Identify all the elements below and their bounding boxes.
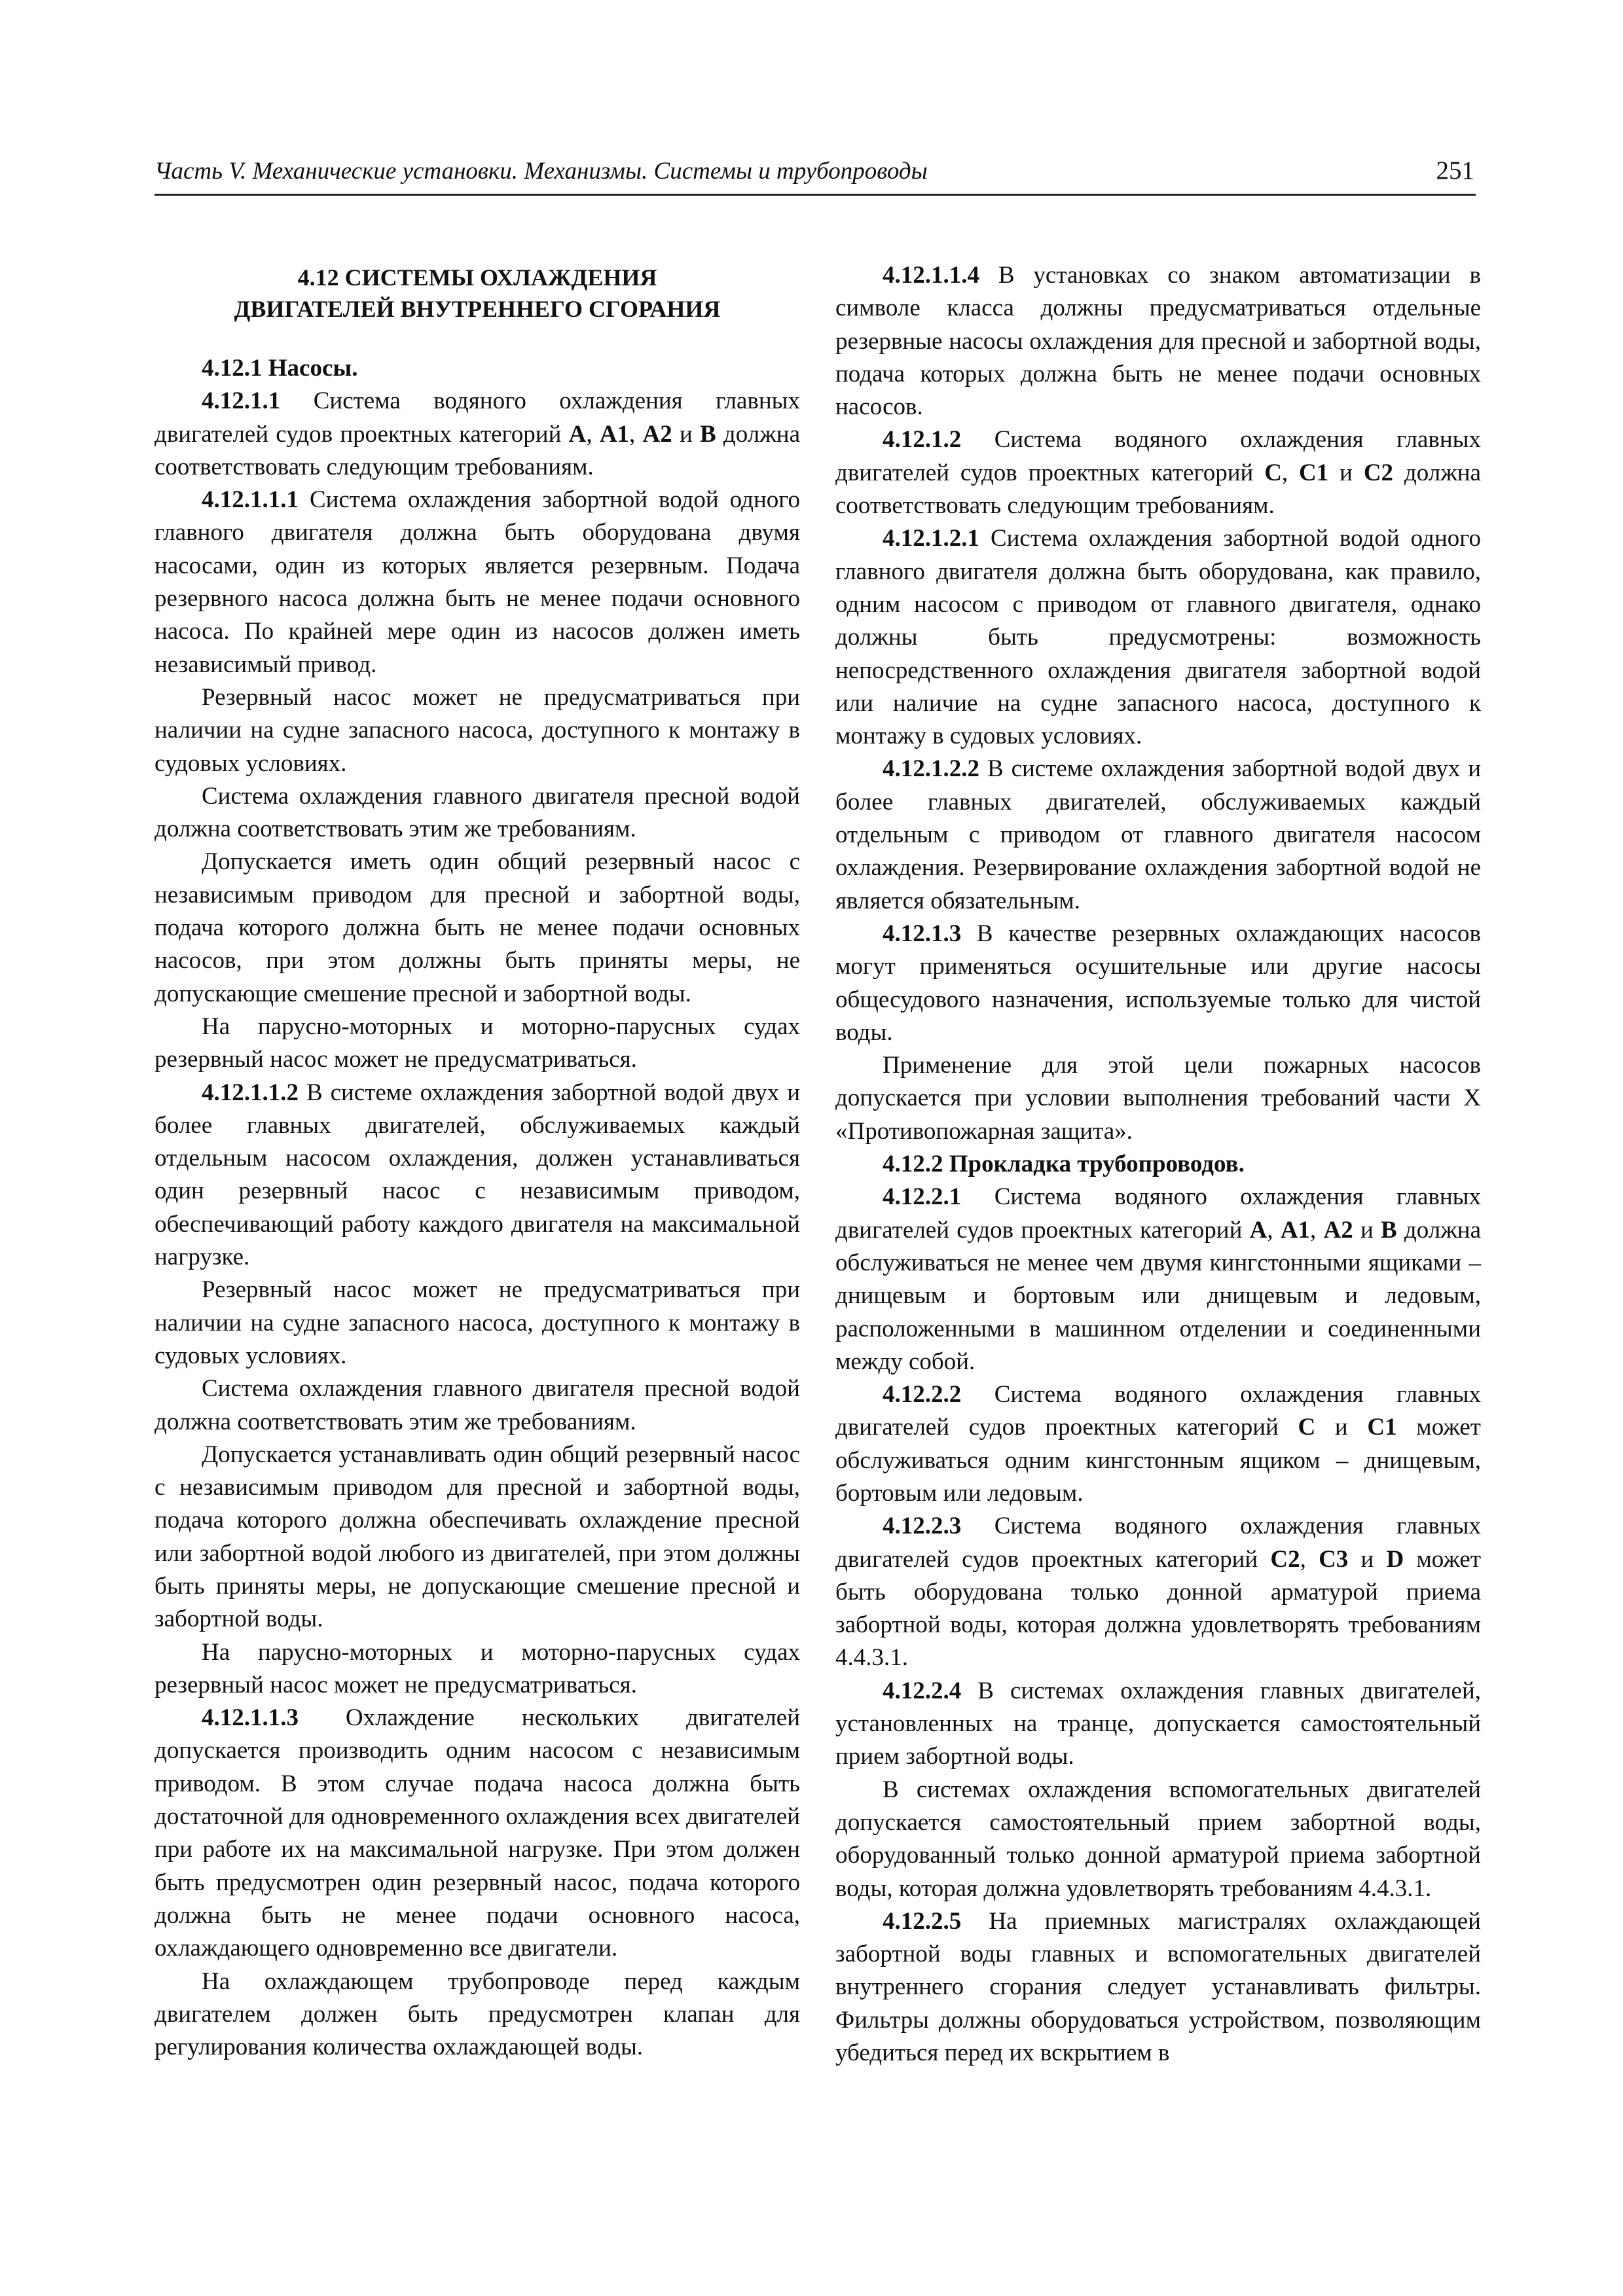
clause-number: 4.12.1.1 (202, 387, 281, 415)
left-column (155, 259, 800, 2064)
paragraph-text: , (1310, 1216, 1324, 1244)
paragraph-4-12-1-2-2 (835, 753, 1481, 917)
section-title-line-1: 4.12 СИСТЕМЫ ОХЛАЖДЕНИЯ (297, 264, 657, 291)
section-title-line-2: ДВИГАТЕЛЕЙ ВНУТРЕННЕГО СГОРАНИЯ (234, 296, 721, 322)
category-label: С (1298, 1414, 1316, 1441)
paragraph-text: и (1348, 1545, 1387, 1573)
paragraph-text: Система водяного охлаждения главных двигателей судов проектных категорий (155, 387, 800, 448)
category-label: А (568, 420, 587, 448)
paragraph-text: и (1353, 1216, 1381, 1244)
subsection-heading-4-12-2 (835, 1148, 1481, 1181)
paragraph: Резервный насос может не предусматриваться при наличии на судне запасного насоса, доступного к монтажу в судовых условиях. (155, 683, 800, 777)
paragraph: На парусно-моторных и моторно-парусных судах резервный насос может не предусматриваться. (155, 1638, 800, 1698)
subsection-title: 4.12.2 Прокладка трубопроводов. (883, 1151, 1245, 1178)
category-label: D (1386, 1545, 1404, 1573)
clause-number: 4.12.2.3 (883, 1513, 962, 1540)
clause-number: 4.12.2.1 (883, 1183, 962, 1211)
paragraph: Допускается устанавливать один общий резервный насос с независимым приводом для пресной и забортной воды, подача которого должна обеспечивать охлаждение пресной или забортной водой любого из двигателей, при этом должны быть приняты меры, не допускающие смешение пресной и забортной воды. (155, 1441, 800, 1633)
clause-number: 4.12.1.2.2 (883, 755, 979, 783)
clause-number: 4.12.1.1.3 (202, 1704, 299, 1732)
clause-number: 4.12.1.2.1 (883, 525, 979, 552)
category-label: С1 (1299, 459, 1329, 486)
paragraph: Система охлаждения главного двигателя пресной водой должна соответствовать этим же требованиям. (155, 782, 800, 843)
paragraph-text: В системе охлаждения забортной водой двух и более главных двигателей, обслуживаемых каждый отдельным с приводом от главного двигателя насосом охлаждения. Резервирование охлаждения забортной водой не является обязательным. (835, 755, 1481, 914)
paragraph-text: , (586, 420, 600, 448)
section-title (155, 262, 800, 325)
paragraph-text: В системе охлаждения забортной водой двух и более главных двигателей, обслуживаемых каждый отдельным насосом охлаждения, должен устанавливаться один резервный насос с независимым приводом, обеспечивающий работу каждого двигателя на максимальной нагрузке. (155, 1079, 800, 1271)
paragraph: В системах охлаждения вспомогательных двигателей допускается самостоятельный прием забортной воды, оборудованный только донной арматурой приема забортной воды, которая должна удовлетворять требованиям 4.4.3.1. (835, 1776, 1481, 1902)
category-label: В (1381, 1216, 1397, 1244)
paragraph-4-12-1-1-4 (835, 259, 1481, 423)
paragraph-text: В установках со знаком автоматизации в символе класса должны предусматриваться отдельные резервные насосы охлаждения для пресной и забортной воды, подача которых должна быть не менее подачи основных насосов. (835, 262, 1481, 421)
clause-number: 4.12.2.5 (883, 1907, 962, 1935)
paragraph-4-12-1-1-2 (155, 1077, 800, 1274)
paragraph-4-12-2-1 (835, 1181, 1481, 1378)
paragraph-text: Система водяного охлаждения главных двигателей судов проектных категорий (835, 1381, 1481, 1441)
clause-number: 4.12.2.2 (883, 1381, 962, 1408)
paragraph: На парусно-моторных и моторно-парусных судах резервный насос может не предусматриваться. (155, 1013, 800, 1073)
paragraph-4-12-2-2 (835, 1378, 1481, 1510)
paragraph-text: На приемных магистралях охлаждающей забортной воды главных и вспомогательных двигателей внутреннего сгорания следует устанавливать фильтры. Фильтры должны оборудоваться устройством, позволяющим убедиться перед их вскрытием в (835, 1907, 1481, 2067)
category-label: А1 (599, 420, 630, 448)
paragraph: Допускается иметь один общий резервный насос с независимым приводом для пресной и забортной воды, подача которого должна быть не менее подачи основных насосов, при этом должны быть приняты меры, не допускающие смешение пресной и забортной воды. (155, 848, 800, 1007)
paragraph-text: должна соответствовать следующим требованиям. (155, 420, 800, 480)
paragraph-text: , (1281, 459, 1300, 486)
paragraph-4-12-1-1-3 (155, 1702, 800, 1965)
category-label: А (1249, 1216, 1267, 1244)
running-title: Часть V. Механические установки. Механизмы. Системы и трубопроводы (155, 158, 928, 185)
clause-number: 4.12.1.1.1 (202, 486, 299, 514)
category-label: С2 (1270, 1545, 1300, 1573)
right-column (835, 259, 1481, 2070)
category-label: А1 (1280, 1216, 1311, 1244)
paragraph-text: Охлаждение нескольких двигателей допускается производить одним насосом с независимым приводом. В этом случае подача насоса должна быть достаточной для одновременного охлаждения всех двигателей при работе их на максимальной нагрузке. При этом должен быть предусмотрен один резервный насос, подача которого должна быть не менее подачи основного насоса, охлаждающего одновременно все двигатели. (155, 1704, 800, 1962)
paragraph-text: должна обслуживаться не менее чем двумя кингстонными ящиками – днищевым и бортовым или днищевым и ледовым, расположенными в машинном отделении и соединенными между собой. (835, 1216, 1481, 1375)
clause-number: 4.12.1.1.4 (883, 262, 979, 289)
clause-number: 4.12.1.3 (883, 920, 962, 947)
paragraph-text: , (629, 420, 643, 448)
category-label: С (1264, 459, 1282, 486)
paragraph-text: может обслуживаться одним кингстонным ящиком – днищевым, бортовым или ледовым. (835, 1414, 1481, 1507)
paragraph-4-12-2-4 (835, 1675, 1481, 1774)
category-label: С2 (1363, 459, 1394, 486)
category-label: С1 (1367, 1414, 1397, 1441)
paragraph-text: и (1328, 459, 1364, 486)
paragraph: Система охлаждения главного двигателя пресной водой должна соответствовать этим же требованиям. (155, 1375, 800, 1435)
clause-number: 4.12.2.4 (883, 1677, 962, 1704)
paragraph-text: и (1315, 1414, 1368, 1441)
paragraph-4-12-1-1 (155, 385, 800, 484)
paragraph: На охлаждающем трубопроводе перед каждым двигателем должен быть предусмотрен клапан для регулирования количества охлаждающей воды. (155, 1967, 800, 2061)
paragraph-4-12-1-2 (835, 423, 1481, 522)
clause-number: 4.12.1.1.2 (202, 1079, 299, 1106)
category-label: В (700, 420, 716, 448)
paragraph-text: Система охлаждения забортной водой одного главного двигателя должна быть оборудована, как правило, одним насосом с приводом от главного двигателя, однако должны быть предусмотрены: возможность непосредственного охлаждения двигателя забортной водой или наличие на судне запасного насоса, доступного к монтажу в судовых условиях. (835, 525, 1481, 750)
paragraph-text: Система водяного охлаждения главных двигателей судов проектных категорий (835, 1183, 1481, 1244)
subsection-heading-4-12-1 (155, 352, 800, 385)
paragraph: Применение для этой цели пожарных насосов допускается при условии выполнения требований части X «Противопожарная защита». (835, 1052, 1481, 1145)
page-number: 251 (1436, 156, 1474, 185)
paragraph-text: и (672, 420, 700, 448)
paragraph-4-12-1-2-1 (835, 522, 1481, 753)
paragraph-text: , (1300, 1545, 1319, 1573)
category-label: С3 (1319, 1545, 1349, 1573)
running-header (155, 153, 1476, 196)
paragraph-text: В системах охлаждения главных двигателей, установленных на транце, допускается самостоятельный прием забортной воды. (835, 1677, 1481, 1770)
paragraph-text: Система водяного охлаждения главных двигателей судов проектных категорий (835, 1513, 1481, 1573)
category-label: А2 (1323, 1216, 1353, 1244)
paragraph-text: , (1267, 1216, 1281, 1244)
paragraph-text: может быть оборудована только донной арматурой приема забортной воды, которая должна удовлетворять требованиям 4.4.3.1. (835, 1545, 1481, 1672)
paragraph-text: Система водяного охлаждения главных двигателей судов проектных категорий (835, 426, 1481, 486)
paragraph: Резервный насос может не предусматриваться при наличии на судне запасного насоса, доступного к монтажу в судовых условиях. (155, 1276, 800, 1369)
paragraph-4-12-1-3 (835, 918, 1481, 1049)
subsection-title: 4.12.1 Насосы. (202, 355, 358, 382)
paragraph-4-12-2-5 (835, 1905, 1481, 2070)
paragraph-4-12-2-3 (835, 1510, 1481, 1674)
category-label: А2 (642, 420, 672, 448)
paragraph-text: Система охлаждения забортной водой одного главного двигателя должна быть оборудована двумя насосами, один из которых является резервным. Подача резервного насоса должна быть не менее подачи основного насоса. По крайней мере один из насосов должен иметь независимый привод. (155, 486, 800, 678)
paragraph-text: должна соответствовать следующим требованиям. (835, 459, 1481, 520)
paragraph-text: В качестве резервных охлаждающих насосов могут применяться осушительные или другие насосы общесудового назначения, используемые только для чистой воды. (835, 920, 1481, 1046)
paragraph-4-12-1-1-1 (155, 484, 800, 681)
clause-number: 4.12.1.2 (883, 426, 962, 454)
